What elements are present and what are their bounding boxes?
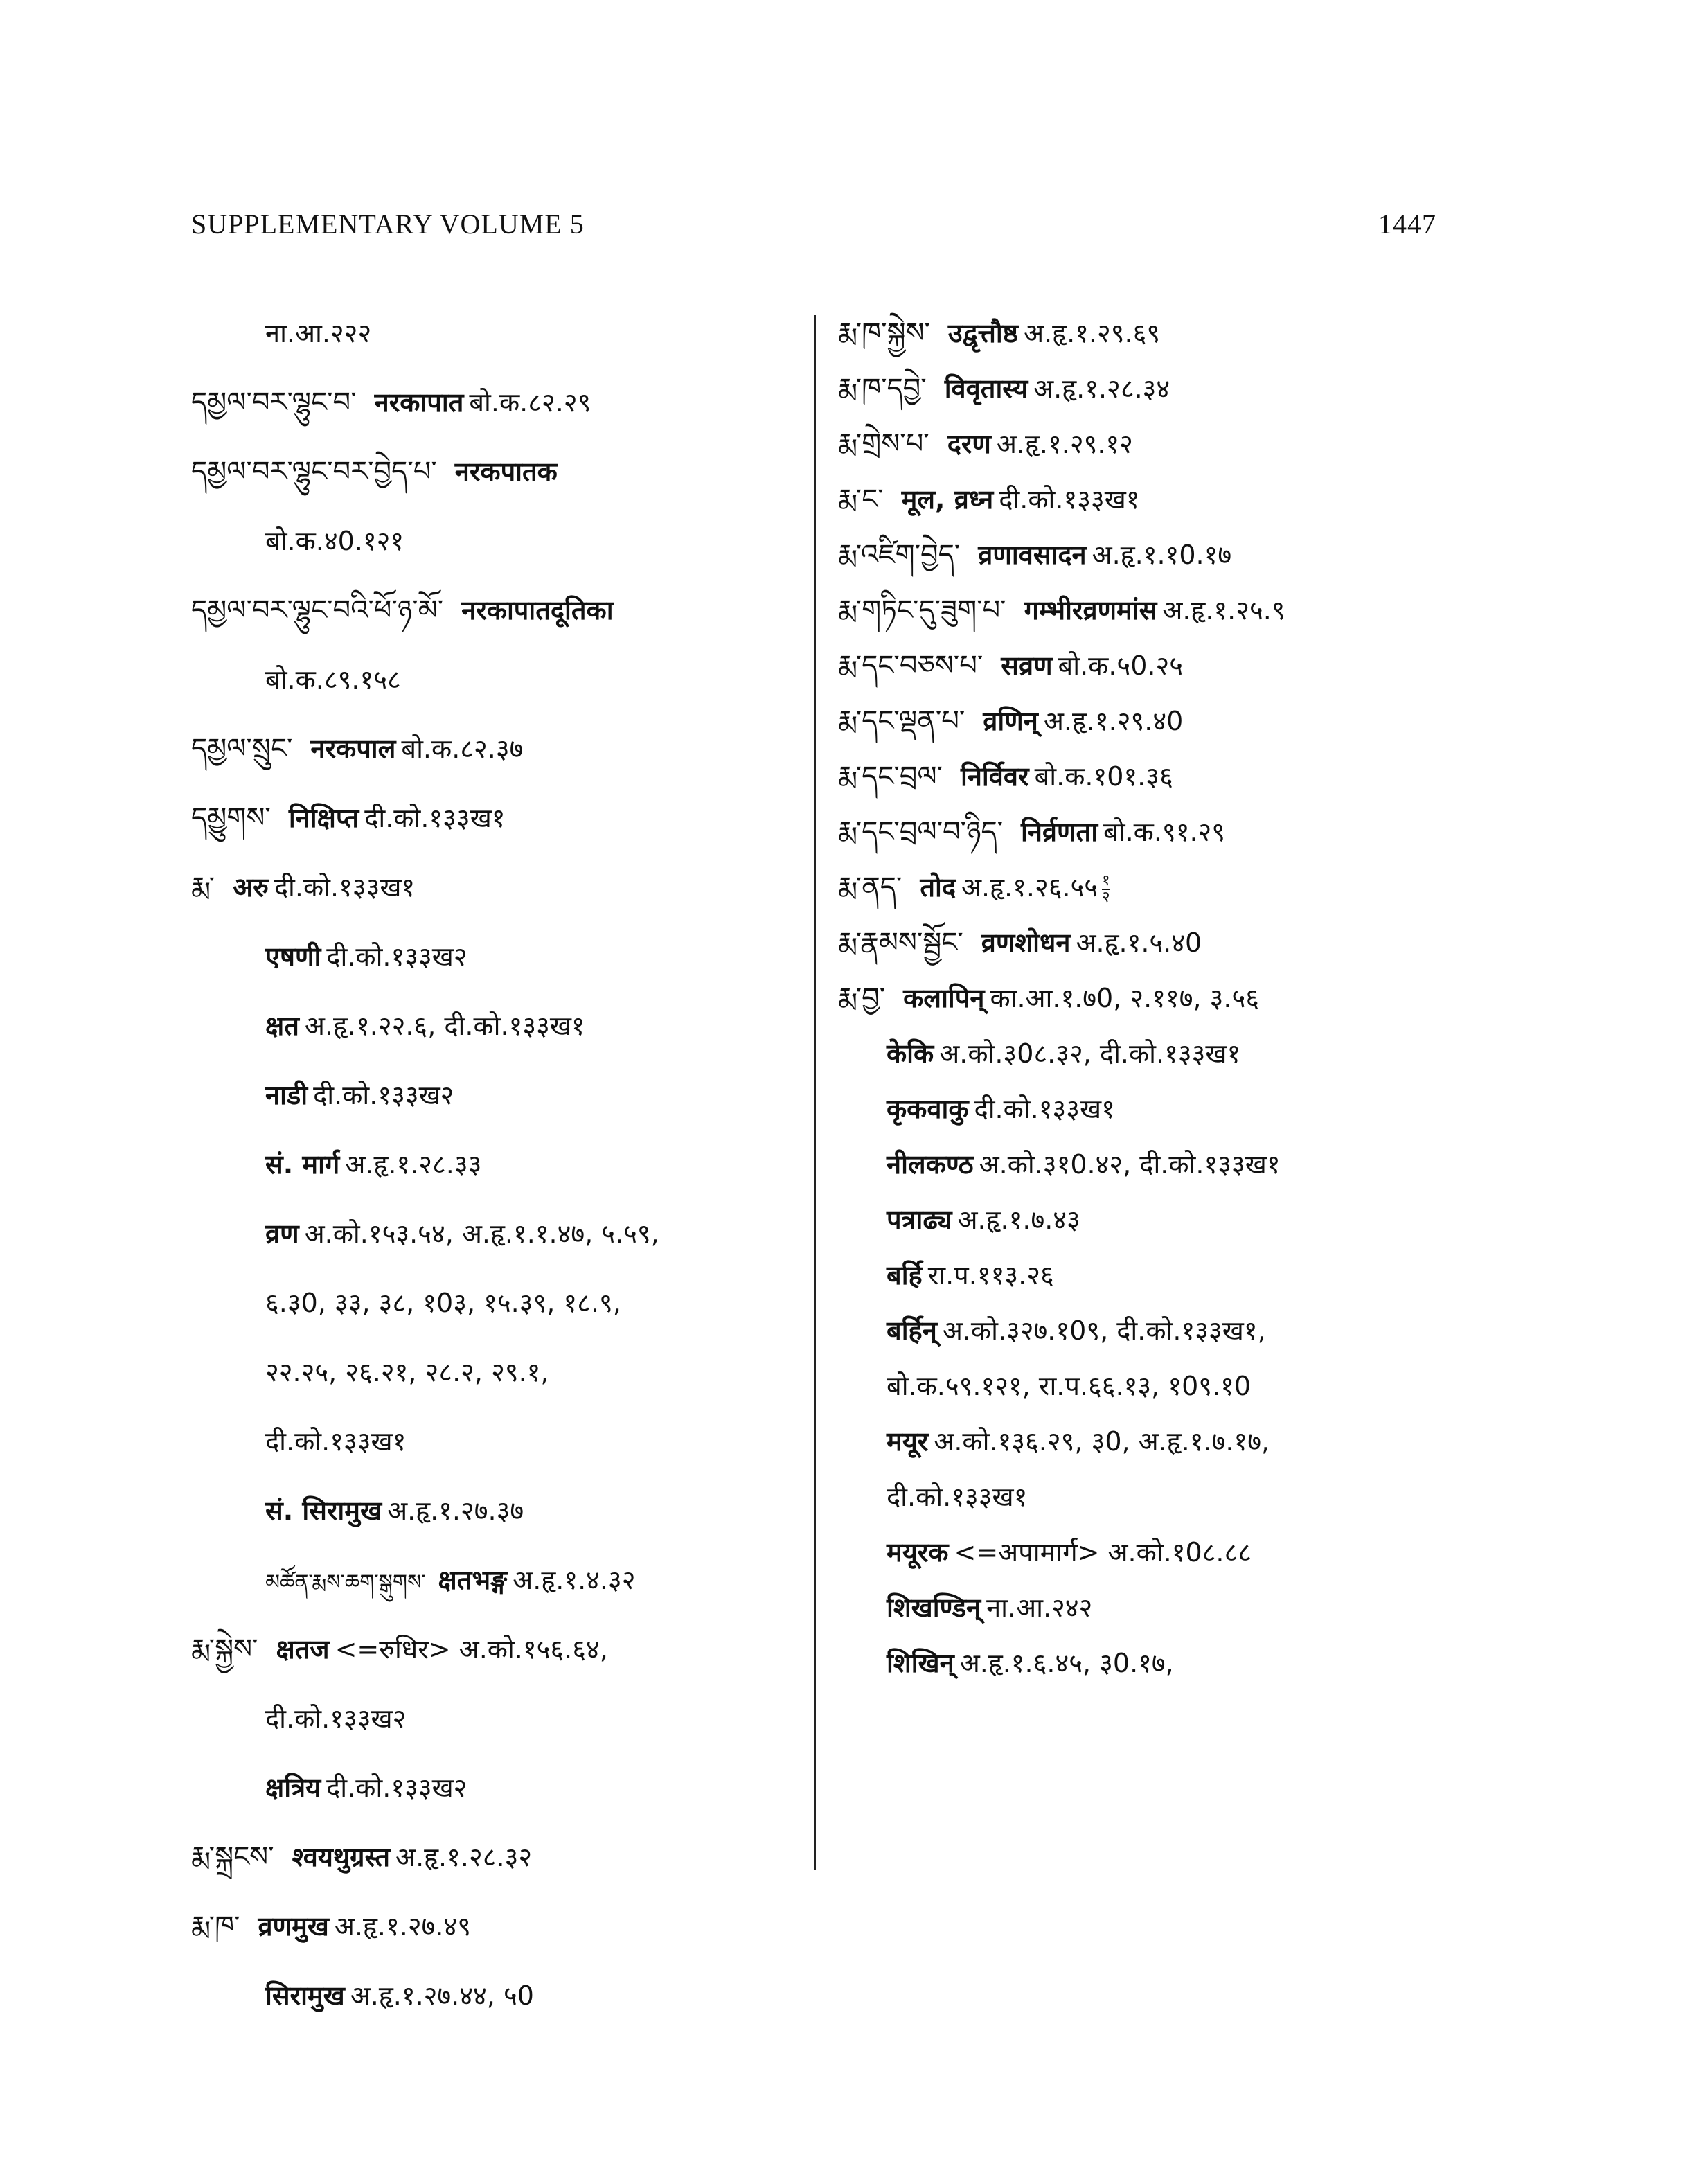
dictionary-line — [191, 593, 801, 628]
dictionary-line — [191, 870, 801, 905]
dictionary-line — [838, 1147, 1448, 1182]
dictionary-line — [191, 1840, 801, 1874]
dictionary-line — [191, 1493, 801, 1528]
citation: बो.क.८२.३७ — [401, 734, 524, 764]
dictionary-line — [838, 538, 1448, 572]
sanskrit-term: दरण — [947, 429, 991, 459]
citation: अ.हृ.१.२८.३४ — [1033, 373, 1170, 404]
sanskrit-term: बर्हिन् — [887, 1315, 937, 1346]
citation: अ.हृ.१.६.४५, ३0.१७, — [959, 1648, 1174, 1678]
citation: रा.प.११३.२६ — [927, 1260, 1054, 1290]
tibetan-headword: དམྱལ་བར་ལྷུང་བའི་ཕོ་ཉ་མོ་ — [191, 594, 444, 626]
dictionary-line — [838, 482, 1448, 517]
sanskrit-term: नरकपाल — [310, 734, 396, 764]
fraction — [1102, 873, 1110, 905]
dictionary-line — [191, 1078, 801, 1112]
dictionary-line — [191, 1216, 801, 1251]
citation: ६.३0, ३३, ३८, १0३, १५.३९, १८.९, — [265, 1288, 621, 1318]
citation: ना.आ.२२२ — [265, 318, 372, 348]
tibetan-headword: རྨ་རྣམས་སྦྱོང་ — [838, 927, 963, 959]
dictionary-line — [191, 1563, 801, 1597]
citation: अ.हृ.१.१0.१७ — [1092, 540, 1232, 570]
left-column — [191, 316, 801, 2048]
sanskrit-term: नरकापातदूतिका — [461, 595, 614, 625]
citation: २२.२५, २६.२१, २८.२, २९.१, — [265, 1357, 549, 1387]
sanskrit-term: बर्हि — [887, 1260, 923, 1290]
sanskrit-term: सं. मार्ग — [265, 1149, 340, 1180]
citation: अ.को.३२७.१0९, दी.को.१३३ख१, — [942, 1315, 1266, 1346]
dictionary-line — [838, 1036, 1448, 1071]
sanskrit-term: मूल, व्रध्न — [901, 484, 994, 515]
tibetan-headword: རྨ་དང་བཅས་པ་ — [838, 650, 983, 682]
running-header: SUPPLEMENTARY VOLUME 5 — [191, 208, 585, 240]
sanskrit-term: निर्विवर — [961, 761, 1029, 792]
dictionary-line — [191, 662, 801, 697]
sanskrit-term: एषणी — [265, 941, 321, 972]
sanskrit-term: शिखण्डिन् — [887, 1592, 981, 1623]
tibetan-headword: རྨ་ — [191, 871, 215, 903]
citation: अ.हृ.१.२७.३७ — [387, 1495, 524, 1526]
sanskrit-term: सव्रण — [1001, 650, 1053, 681]
fraction-numerator: १ — [1102, 872, 1110, 889]
dictionary-line — [838, 815, 1448, 849]
sanskrit-term: सं. सिरामुख — [265, 1495, 382, 1526]
sanskrit-term: निर्व्रणता — [1021, 817, 1098, 847]
sanskrit-term: क्षत — [265, 1011, 299, 1041]
citation: बो.क.८२.२९ — [469, 387, 591, 418]
sanskrit-term: व्रणशोधन — [981, 927, 1071, 958]
tibetan-headword: རྨ་བྱ་ — [838, 982, 886, 1014]
sanskrit-term: शिखिन् — [887, 1648, 954, 1678]
citation: दी.को.१३३ख१ — [887, 1482, 1028, 1512]
citation: अ.हृ.१.२८.३३ — [345, 1149, 482, 1180]
dictionary-line — [191, 1355, 801, 1390]
dictionary-line — [838, 1646, 1448, 1680]
sanskrit-term: पत्राढ्य — [887, 1205, 952, 1235]
sanskrit-term: क्षतभङ्ग — [438, 1565, 508, 1595]
citation: बो.क.५0.२५ — [1058, 650, 1183, 681]
dictionary-line — [838, 1092, 1448, 1126]
dictionary-line — [838, 925, 1448, 960]
dictionary-line — [191, 1701, 801, 1736]
dictionary-line — [838, 1313, 1448, 1348]
fraction-denominator: २ — [1102, 889, 1110, 906]
citation: दी.को.१३३ख२ — [265, 1703, 407, 1734]
dictionary-line — [191, 316, 801, 350]
citation: बो.क.४0.१२१ — [265, 526, 404, 556]
tibetan-headword: རྨ་ང་ — [838, 483, 884, 515]
citation: बो.क.९१.२९ — [1103, 817, 1226, 847]
dictionary-line — [838, 1424, 1448, 1459]
citation: अ.हृ.१.२९.१२ — [996, 429, 1133, 459]
dictionary-line — [838, 593, 1448, 628]
dictionary-line — [838, 870, 1448, 905]
citation: अ.को.३0८.३२, दी.को.१३३ख१ — [939, 1038, 1241, 1069]
citation: दी.को.१३३ख२ — [326, 1773, 467, 1803]
dictionary-line — [838, 316, 1448, 350]
tibetan-headword: རྨ་ཁ་དབྱེ་ — [838, 373, 927, 405]
dictionary-line — [191, 1147, 801, 1182]
citation: दी.को.१३३ख१ — [265, 1426, 407, 1457]
dictionary-line — [191, 1978, 801, 2013]
citation: दी.को.१३३ख१ — [999, 484, 1140, 515]
citation: दी.को.१३३ख२ — [326, 941, 467, 972]
tibetan-headword: རྨ་དང་ལྡན་པ་ — [838, 705, 965, 737]
citation: अ.हृ.१.५.४0 — [1076, 927, 1202, 958]
tibetan-headword: རྨ་དང་བྲལ་བ་ཉིད་ — [838, 816, 1003, 848]
dictionary-line — [838, 1258, 1448, 1293]
dictionary-line — [838, 648, 1448, 683]
dictionary-line — [191, 524, 801, 558]
citation: अ.हृ.१.४.३२ — [513, 1565, 636, 1595]
sanskrit-term: कलापिन् — [903, 983, 985, 1013]
sanskrit-term: क्षत्रिय — [265, 1773, 321, 1803]
sanskrit-term: मयूरक — [887, 1537, 949, 1568]
tibetan-headword: དམྱལ་སྲུང་ — [191, 733, 293, 765]
tibetan-headword: དམྱལ་བར་ལྷུང་བ་ — [191, 387, 357, 418]
citation: का.आ.१.७0, २.११७, ३.५६ — [990, 983, 1260, 1013]
citation: अ.हृ.१.२९.६९ — [1024, 318, 1161, 348]
citation: दी.को.१३३ख१ — [974, 1094, 1115, 1124]
tibetan-headword: དམྱུགས་ — [191, 802, 271, 834]
tibetan-headword: རྨ་སྐྲངས་ — [191, 1841, 274, 1873]
sanskrit-term: मयूर — [887, 1426, 929, 1457]
dictionary-line — [838, 981, 1448, 1015]
citation: अ.हृ.१.२७.४४, ५0 — [350, 1980, 534, 2011]
citation: अ.हृ.१.२८.३२ — [395, 1842, 533, 1872]
sanskrit-term: निक्षिप्त — [288, 803, 359, 833]
sanskrit-term: व्रणिन् — [983, 706, 1038, 736]
citation: दी.को.१३३ख२ — [313, 1080, 454, 1110]
dictionary-line — [191, 1424, 801, 1459]
sanskrit-term: अरु — [233, 872, 269, 903]
sanskrit-term: नाडी — [265, 1080, 308, 1110]
sanskrit-term: कृकवाकु — [887, 1094, 969, 1124]
sanskrit-term: व्रण — [265, 1218, 299, 1249]
citation: अ.को.३१0.४२, दी.को.१३३ख१ — [979, 1149, 1281, 1180]
sanskrit-term: उद्वृत्तौष्ठ — [947, 318, 1019, 348]
dictionary-line — [191, 454, 801, 489]
tibetan-headword: རྨ་ཁ་ — [191, 1910, 240, 1942]
tibetan-headword: རྨ་གྲེས་པ་ — [838, 428, 929, 460]
citation: ना.आ.२४२ — [986, 1592, 1093, 1623]
citation: बो.क.५९.१२१, रा.प.६६.१३, १0९.१0 — [887, 1371, 1252, 1401]
citation: अ.हृ.१.२६.५५ — [961, 872, 1098, 903]
sanskrit-term: व्रणावसादन — [978, 540, 1087, 570]
sanskrit-term: नरकापात — [374, 387, 464, 418]
tibetan-headword: རྨ་ནད་ — [838, 871, 902, 903]
dictionary-line — [191, 1909, 801, 1944]
citation: दी.को.१३३ख१ — [274, 872, 416, 903]
citation: अ.हृ.१.२७.४९ — [334, 1911, 471, 1942]
sanskrit-term: गम्भीरव्रणमांस — [1024, 595, 1157, 625]
tibetan-headword: རྨ་ཁ་སྐྱེས་ — [838, 317, 930, 349]
tibetan-headword: དམྱལ་བར་ལྷུང་བར་བྱེད་པ་ — [191, 456, 437, 488]
tibetan-headword: རྨ་འཛིག་བྱེད་ — [838, 539, 961, 571]
citation: अ.हृ.१.७.४३ — [957, 1205, 1080, 1235]
sanskrit-term: नरकपातक — [454, 456, 558, 487]
sanskrit-term: तोद — [920, 872, 956, 903]
dictionary-line — [191, 1286, 801, 1320]
citation: <=अपामार्ग> अ.को.१0८.८८ — [954, 1537, 1252, 1568]
dictionary-line — [838, 704, 1448, 738]
citation: अ.को.१५३.५४, अ.हृ.१.१.४७, ५.५९, — [304, 1218, 659, 1249]
dictionary-line — [191, 801, 801, 835]
citation: अ.को.१३६.२९, ३0, अ.हृ.१.७.१७, — [934, 1426, 1270, 1457]
sanskrit-term: श्वयथुग्रस्त — [292, 1842, 391, 1872]
sanskrit-term: विवृतास्य — [944, 373, 1028, 404]
dictionary-line — [838, 759, 1448, 794]
dictionary-line — [838, 371, 1448, 406]
dictionary-line — [838, 1535, 1448, 1570]
sanskrit-term: केकि — [887, 1038, 934, 1069]
right-column — [838, 316, 1448, 1701]
sanskrit-term: व्रणमुख — [258, 1911, 329, 1942]
dictionary-line — [838, 1590, 1448, 1625]
dictionary-line — [191, 1770, 801, 1805]
citation: बो.क.८९.१५८ — [265, 664, 401, 695]
dictionary-line — [191, 731, 801, 766]
dictionary-line — [191, 385, 801, 420]
dictionary-line — [191, 1632, 801, 1667]
column-divider — [814, 315, 816, 1870]
citation: बो.क.१0१.३६ — [1034, 761, 1173, 792]
dictionary-line — [838, 1480, 1448, 1514]
sanskrit-term: सिरामुख — [265, 1980, 345, 2011]
citation: अ.हृ.१.२२.६, दी.को.१३३ख१ — [304, 1011, 585, 1041]
citation: <=रुधिर> अ.को.१५६.६४, — [335, 1634, 608, 1664]
tibetan-headword: རྨ་དང་བྲལ་ — [838, 761, 943, 792]
dictionary-line — [191, 1009, 801, 1043]
dictionary-line — [838, 427, 1448, 461]
tibetan-headword: རྨ་གཏིང་དུ་ཟུག་པ་ — [838, 594, 1006, 626]
dictionary-line — [191, 939, 801, 974]
page-number: 1447 — [1378, 208, 1436, 240]
tibetan-headword: མཚོན་རྨས་ཆག་སྒུགས་ — [265, 1570, 426, 1595]
sanskrit-term: क्षतज — [276, 1634, 330, 1664]
citation: अ.हृ.१.२९.४0 — [1043, 706, 1184, 736]
dictionary-line — [838, 1202, 1448, 1237]
citation: दी.को.१३३ख१ — [364, 803, 506, 833]
dictionary-line — [838, 1369, 1448, 1403]
citation: अ.हृ.१.२५.९ — [1162, 595, 1285, 625]
sanskrit-term: नीलकण्ठ — [887, 1149, 974, 1180]
tibetan-headword: རྨ་སྐྱེས་ — [191, 1633, 258, 1665]
